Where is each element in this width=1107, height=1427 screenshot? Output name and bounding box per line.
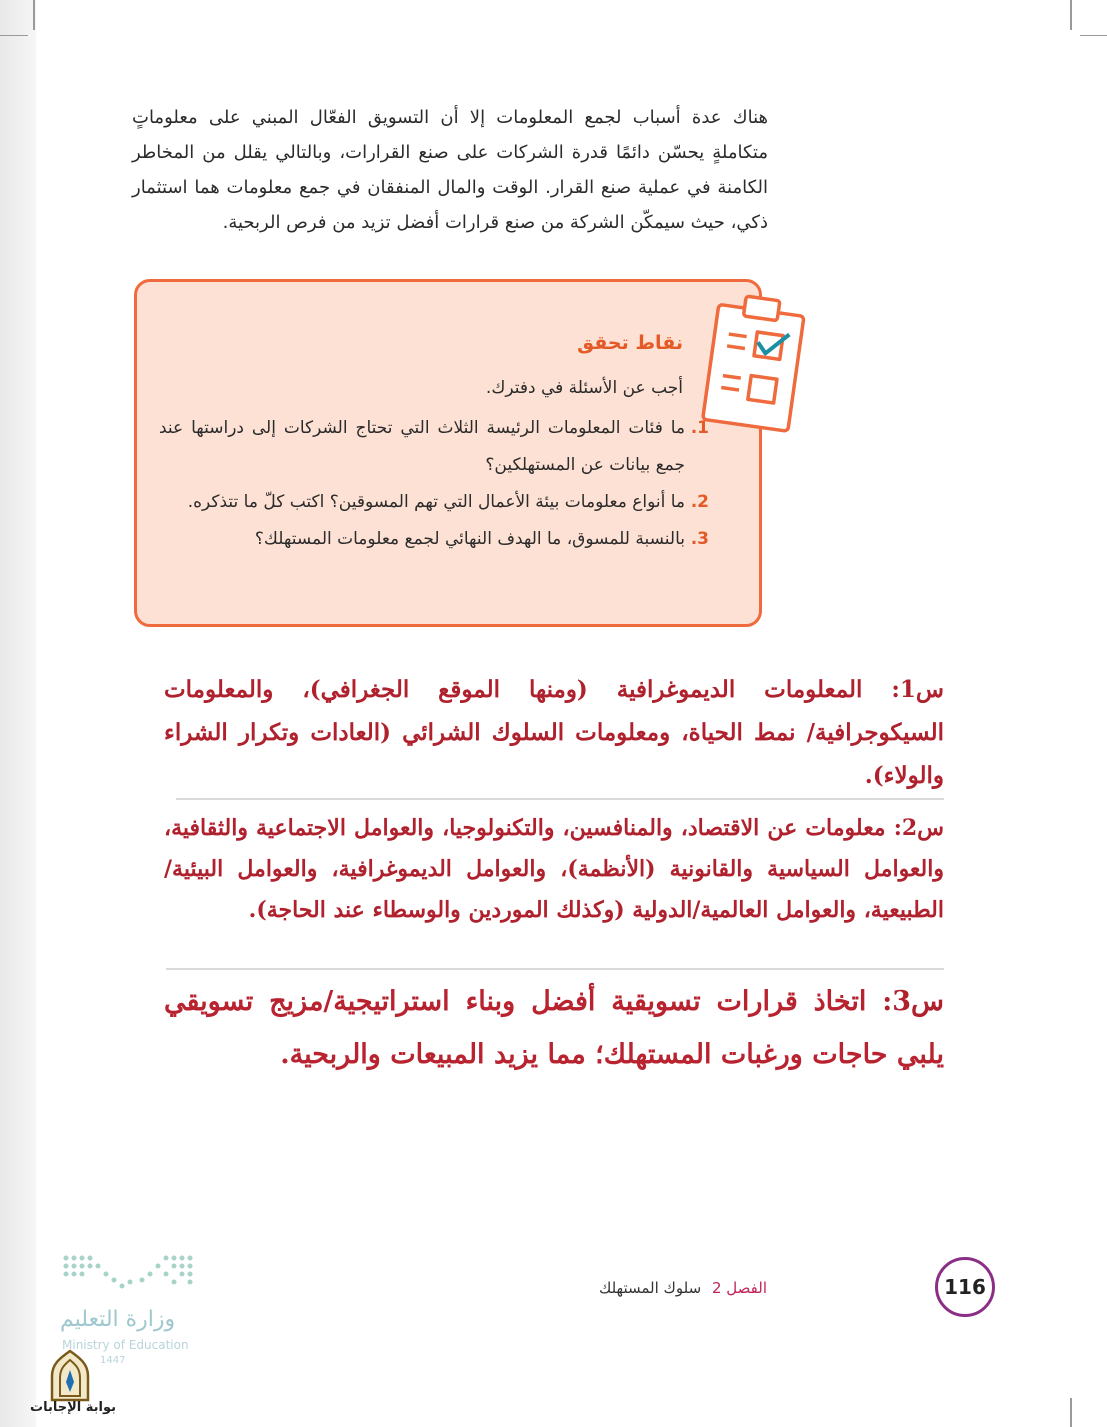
ministry-name-en: Ministry of Education	[62, 1338, 189, 1352]
page-number: 116	[935, 1257, 995, 1317]
answer-text: المعلومات الديموغرافية (ومنها الموقع الجغرافي)، والمعلومات السيكوجرافية/ نمط الحياة، ومعلومات السلوك الشرائي (العادات وتكرار الشراء والولاء).	[164, 676, 944, 789]
chapter-label: الفصل 2	[711, 1279, 767, 1297]
chapter-footer	[599, 1279, 767, 1297]
page-edge-strip	[0, 0, 36, 1427]
question-list	[159, 410, 709, 558]
question-text: ما أنواع معلومات بيئة الأعمال التي تهم المسوقين؟ اكتب كلّ ما تتذكره.	[187, 492, 685, 512]
crop-mark	[0, 35, 28, 36]
crop-mark	[1070, 0, 1072, 30]
answer-3	[164, 975, 944, 1081]
divider	[166, 968, 944, 970]
answer-label: س3:	[882, 986, 944, 1017]
clipboard-checklist-icon	[697, 288, 813, 438]
chapter-title: سلوك المستهلك	[598, 1279, 702, 1297]
checkpoints-box	[134, 279, 762, 627]
crop-mark	[33, 0, 35, 30]
site-name: بوابة الإجابات	[30, 1400, 116, 1415]
answer-text: معلومات عن الاقتصاد، والمنافسين، والتكنولوجيا، والعوامل الاجتماعية والثقافية، والعوامل السياسية والقانونية (الأنظمة)، والعوامل الديموغرافية، والعوامل البيئية/الطبيعية، والعوامل العالمية/الدولية (وكذلك الموردين والوسطاء عند الحاجة).	[164, 815, 944, 923]
ministry-name-ar: وزارة التعليم	[60, 1307, 176, 1332]
ministry-logo-icon	[60, 1252, 200, 1300]
intro-paragraph: هناك عدة أسباب لجمع المعلومات إلا أن التسويق الفعّال المبني على معلوماتٍ متكاملةٍ يحسّن دائمًا قدرة الشركات على صنع القرارات، وبالتالي يقلل من المخاطر الكامنة في عملية صنع القرار. الوقت والمال المنفقان في جمع معلومات هما استثمار ذكي، حيث سيمكّن الشركة من صنع قرارات أفضل تزيد من فرص الربحية.	[132, 107, 768, 233]
question-item	[159, 410, 709, 484]
answer-label: س2:	[893, 815, 944, 841]
site-logo-icon	[42, 1348, 98, 1404]
question-item	[159, 484, 709, 521]
intro-paragraph-block	[132, 100, 768, 240]
answer-text: اتخاذ قرارات تسويقية أفضل وبناء استراتيجية/مزيج تسويقي يلبي حاجات ورغبات المستهلك؛ مما يزيد المبيعات والربحية.	[164, 986, 944, 1070]
answer-1	[164, 668, 944, 797]
checkpoints-title: نقاط تحقق	[577, 332, 683, 354]
crop-mark	[1080, 35, 1107, 36]
question-number: 3.	[690, 529, 709, 549]
question-item	[159, 521, 709, 558]
divider	[176, 798, 944, 800]
question-number: 1.	[690, 418, 709, 438]
crop-mark	[1070, 1398, 1072, 1427]
answer-label: س1:	[891, 676, 944, 703]
answer-2	[164, 808, 944, 931]
checkpoints-instruction: أجب عن الأسئلة في دفترك.	[485, 378, 683, 398]
ministry-year: 1447	[100, 1355, 126, 1366]
question-text: ما فئات المعلومات الرئيسة الثلاث التي تحتاج الشركات إلى دراستها عند جمع بيانات عن المستهلكين؟	[159, 418, 685, 475]
question-text: بالنسبة للمسوق، ما الهدف النهائي لجمع معلومات المستهلك؟	[254, 529, 685, 549]
question-number: 2.	[690, 492, 709, 512]
